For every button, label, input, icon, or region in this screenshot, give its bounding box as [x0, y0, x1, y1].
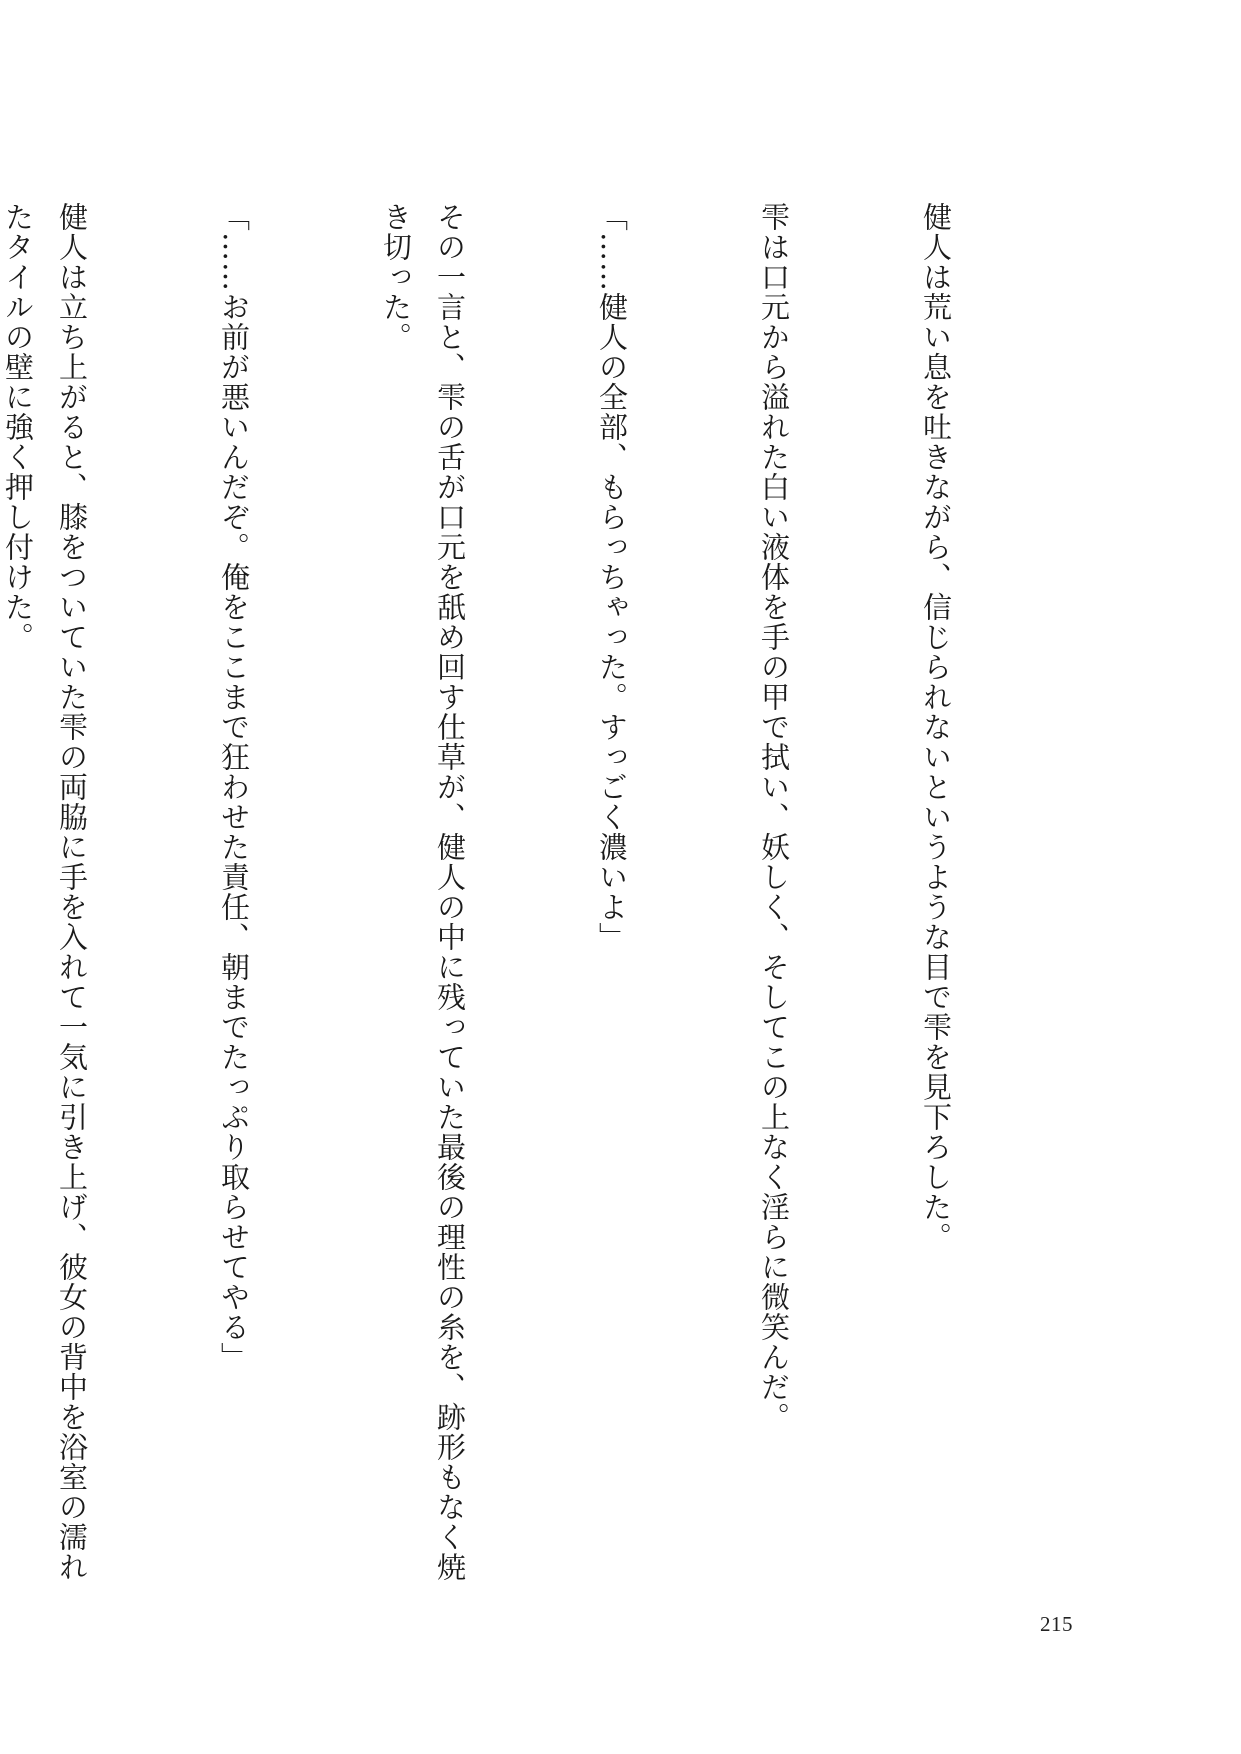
vertical-text-body: [0, 202, 1071, 1582]
text-line: 雫は口元から溢れた白い液体を手の甲で拭い、妖しく、そしてこの上なく淫らに微笑んだ。: [757, 202, 791, 1432]
text-line: 健人は荒い息を吐きながら、信じられないというような目で雫を見下ろした。: [919, 202, 953, 1252]
text-line: 「……健人の全部、もらっちゃった。すっごく濃いよ」: [595, 202, 629, 952]
page-number: 215: [1040, 1612, 1073, 1636]
text-line: 「……お前が悪いんだぞ。俺をここまで狂わせた責任、朝までたっぷり取らせてやる」: [217, 202, 251, 1372]
text-line: その一言と、雫の舌が口元を舐め回す仕草が、健人の中に残っていた最後の理性の糸を、跡形もなく焼き切った。: [379, 202, 467, 1582]
text-line: 健人は立ち上がると、膝をついていた雫の両脇に手を入れて一気に引き上げ、彼女の背中を浴室の濡れたタイルの壁に強く押し付けた。: [1, 202, 89, 1582]
